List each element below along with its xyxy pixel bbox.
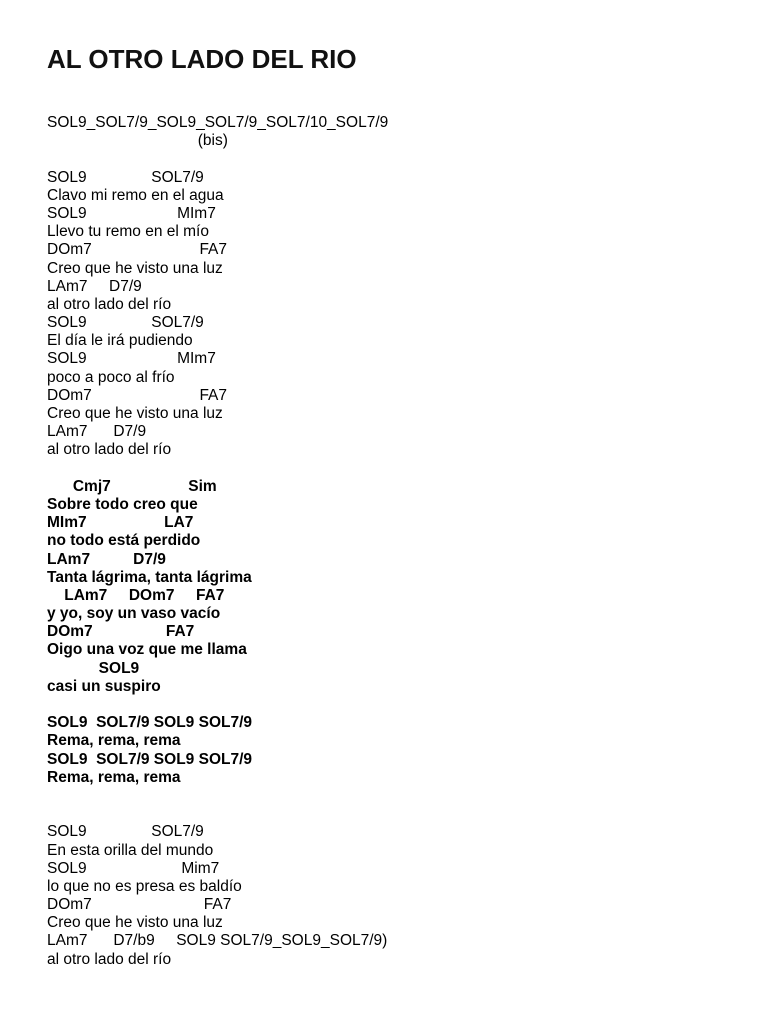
lyric-line: DOm7 FA7 bbox=[47, 623, 195, 641]
lyric-line: SOL9 MIm7 bbox=[47, 204, 216, 222]
lyric-line: casi un suspiro bbox=[47, 677, 161, 695]
lyric-line: SOL9_SOL7/9_SOL9_SOL7/9_SOL7/10_SOL7/9 bbox=[47, 114, 389, 131]
lyric-line: En esta orilla del mundo bbox=[47, 841, 214, 859]
lyric-line: DOm7 FA7 bbox=[47, 241, 228, 259]
lyric-line: Cmj7 Sim bbox=[47, 477, 217, 495]
lyric-line: DOm7 FA7 bbox=[47, 896, 232, 914]
lyric-line: Sobre todo creo que bbox=[47, 495, 198, 513]
lyric-line: Creo que he visto una luz bbox=[47, 405, 223, 422]
lyric-line: Creo que he visto una luz bbox=[47, 259, 223, 277]
lyric-line: Rema, rema, rema bbox=[47, 732, 181, 750]
lyric-line: LAm7 DOm7 FA7 bbox=[47, 586, 225, 604]
lyric-line: al otro lado del río bbox=[47, 950, 172, 968]
lyric-line: no todo está perdido bbox=[47, 532, 201, 550]
lyric-line: LAm7 D7/9 bbox=[47, 550, 166, 568]
lyric-line: SOL9 SOL7/9 bbox=[47, 823, 204, 841]
song-title: AL OTRO LADO DEL RIO bbox=[47, 44, 357, 74]
lyric-line: al otro lado del río bbox=[47, 441, 172, 459]
lyric-line: SOL9 SOL7/9 bbox=[47, 314, 204, 332]
lyric-line: Rema, rema, rema bbox=[47, 768, 181, 786]
lyric-line: SOL9 SOL7/9 SOL9 SOL7/9 bbox=[47, 714, 253, 732]
lyric-line: SOL9 SOL7/9 SOL9 SOL7/9 bbox=[47, 750, 253, 768]
lyric-line: Tanta lágrima, tanta lágrima bbox=[47, 568, 252, 586]
lyric-line: El día le irá pudiendo bbox=[47, 332, 193, 350]
lyric-line: SOL9 SOL7/9 bbox=[47, 168, 204, 186]
lyric-line: MIm7 LA7 bbox=[47, 514, 194, 532]
lyric-line: (bis) bbox=[47, 132, 228, 150]
lyric-line: Llevo tu remo en el mío bbox=[47, 223, 209, 241]
blank-line bbox=[47, 805, 747, 823]
lyric-line: SOL9 MIm7 bbox=[47, 350, 216, 368]
lyric-line: SOL9 bbox=[47, 659, 140, 677]
blank-line bbox=[47, 460, 747, 478]
lyric-line: lo que no es presa es baldío bbox=[47, 877, 242, 895]
lyric-line: poco a poco al frío bbox=[47, 368, 175, 386]
lyric-line: Clavo mi remo en el agua bbox=[47, 186, 224, 204]
blank-line bbox=[47, 696, 747, 714]
lyric-line: LAm7 D7/9 bbox=[47, 423, 147, 441]
lyrics-body bbox=[47, 114, 747, 969]
blank-line bbox=[47, 787, 747, 805]
lyric-line: Oigo una voz que me llama bbox=[47, 641, 247, 659]
lyric-line: y yo, soy un vaso vacío bbox=[47, 605, 221, 623]
lyric-line: LAm7 D7/9 bbox=[47, 277, 142, 295]
blank-line bbox=[47, 150, 747, 168]
lyric-line: LAm7 D7/b9 SOL9 SOL7/9_SOL9_SOL7/9) bbox=[47, 932, 388, 950]
lyric-line: Creo que he visto una luz bbox=[47, 914, 223, 932]
lyric-line: SOL9 Mim7 bbox=[47, 859, 220, 877]
lyric-line: al otro lado del río bbox=[47, 295, 172, 313]
lyric-line: DOm7 FA7 bbox=[47, 386, 228, 404]
